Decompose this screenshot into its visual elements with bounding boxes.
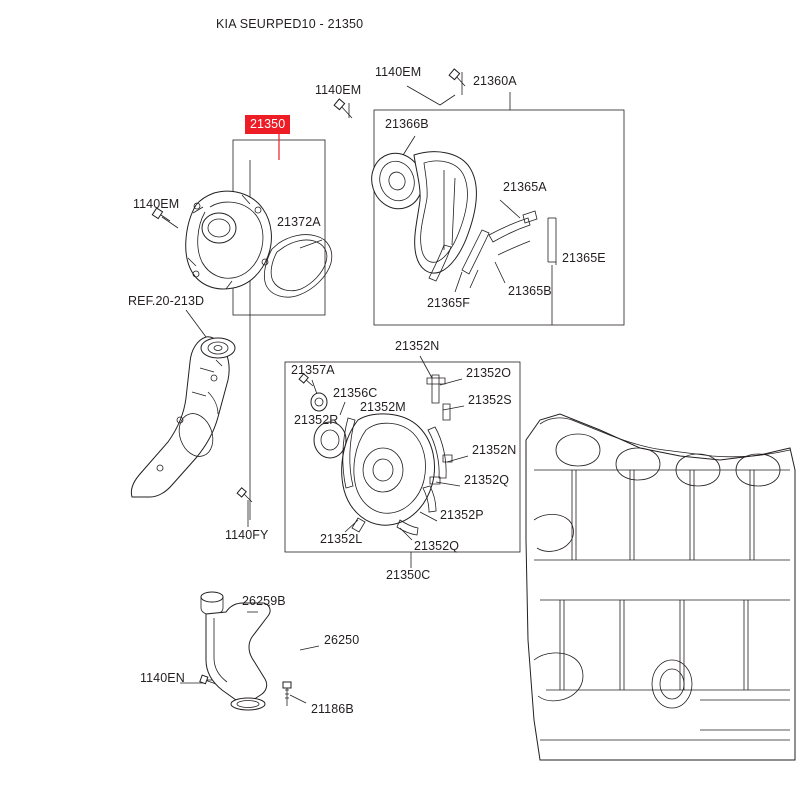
part-label-21365f[interactable]: 21365F [427, 296, 470, 310]
part-label-21352s[interactable]: 21352S [468, 393, 512, 407]
part-label-21360a[interactable]: 21360A [473, 74, 517, 88]
part-label-1140em-a[interactable]: 1140EM [375, 65, 422, 79]
part-label-21372a[interactable]: 21372A [277, 215, 321, 229]
part-label-21365e[interactable]: 21365E [562, 251, 606, 265]
part-label-21366b[interactable]: 21366B [385, 117, 429, 131]
part-label-21352r[interactable]: 21352R [294, 413, 339, 427]
part-label-21350-highlighted[interactable]: 21350 [245, 115, 290, 134]
part-label-21352o[interactable]: 21352O [466, 366, 512, 380]
part-label-21352q-a[interactable]: 21352Q [464, 473, 510, 487]
part-label-21352l[interactable]: 21352L [320, 532, 363, 546]
part-label-1140em-b[interactable]: 1140EM [315, 83, 362, 97]
part-label-21350c[interactable]: 21350C [386, 568, 431, 582]
part-label-21357a[interactable]: 21357A [291, 363, 335, 377]
part-label-21365b[interactable]: 21365B [508, 284, 552, 298]
part-label-21356c[interactable]: 21356C [333, 386, 378, 400]
diagram-title: KIA SEURPED10 - 21350 [216, 17, 364, 31]
part-label-1140em-c[interactable]: 1140EM [133, 197, 180, 211]
part-label-21352p[interactable]: 21352P [440, 508, 484, 522]
part-label-ref-20-213d[interactable]: REF.20-213D [128, 294, 205, 308]
part-label-21352q-b[interactable]: 21352Q [414, 539, 460, 553]
part-label-21186b[interactable]: 21186B [311, 702, 354, 716]
ref-20-213d-part [131, 337, 235, 497]
part-label-21352m[interactable]: 21352M [360, 400, 406, 414]
part-label-1140en[interactable]: 1140EN [140, 671, 185, 685]
part-label-21352n-a[interactable]: 21352N [395, 339, 440, 353]
part-label-26259b[interactable]: 26259B [242, 594, 286, 608]
part-label-1140fy[interactable]: 1140FY [225, 528, 269, 542]
part-label-21352n-b[interactable]: 21352N [472, 443, 517, 457]
part-label-26250[interactable]: 26250 [324, 633, 360, 647]
timing-chain-assembly [365, 147, 556, 288]
part-label-21365a[interactable]: 21365A [503, 180, 547, 194]
bolt-1140em-top2 [449, 69, 465, 86]
engine-block [526, 414, 795, 760]
oil-pickup-assembly [200, 592, 291, 710]
